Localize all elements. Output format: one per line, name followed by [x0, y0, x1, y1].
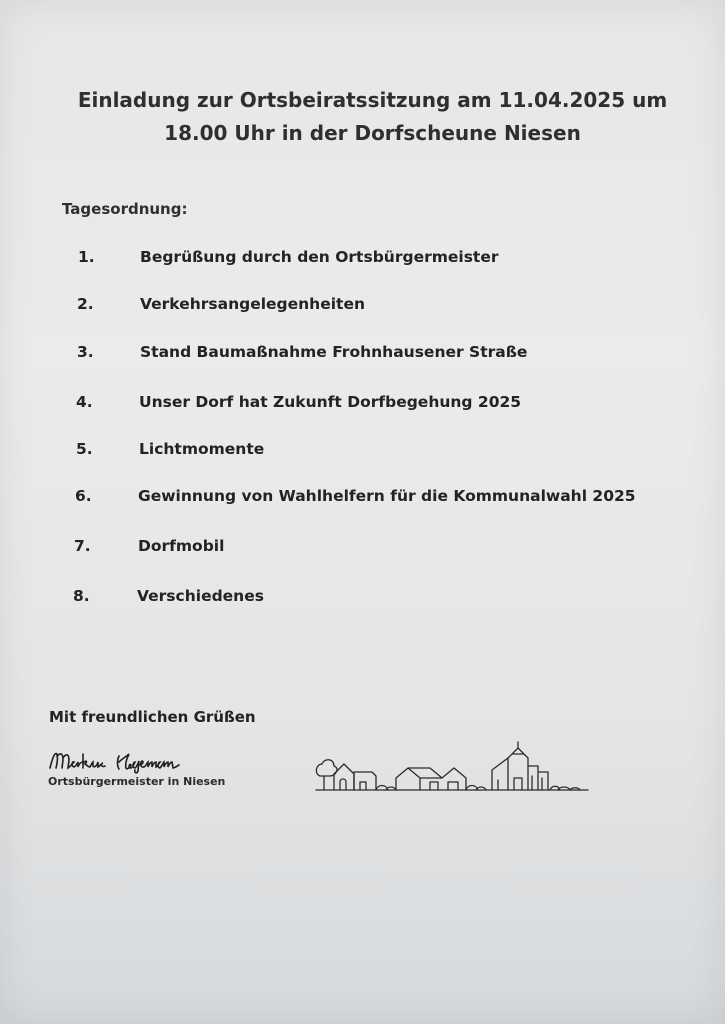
invitation-title [40, 84, 705, 150]
agenda-item [0, 440, 725, 464]
agenda-item-text: Verschiedenes [137, 587, 264, 605]
agenda-item-text: Gewinnung von Wahlhelfern für die Kommunalwahl 2025 [138, 487, 636, 505]
agenda-item [0, 248, 725, 272]
agenda-item-text: Lichtmomente [139, 440, 265, 458]
agenda-item-number: 3. [77, 343, 94, 361]
closing-greeting: Mit freundlichen Grüßen [49, 708, 256, 726]
agenda-item-number: 4. [76, 393, 93, 411]
handwritten-signature [47, 744, 237, 774]
agenda-item-number: 2. [77, 295, 94, 313]
agenda-item-text: Verkehrsangelegenheiten [140, 295, 365, 313]
agenda-item [0, 295, 725, 319]
title-line-1: Einladung zur Ortsbeiratssitzung am 11.04.2025 um [77, 88, 668, 112]
agenda-item [0, 393, 725, 417]
agenda-item [0, 537, 725, 561]
agenda-item-number: 1. [78, 248, 95, 266]
village-skyline-icon [312, 738, 592, 800]
agenda-heading: Tagesordnung: [62, 200, 188, 218]
agenda-item-number: 5. [76, 440, 93, 458]
agenda-item-text: Stand Baumaßnahme Frohnhausener Straße [140, 343, 528, 361]
agenda-item-text: Dorfmobil [138, 537, 225, 555]
agenda-item-number: 7. [74, 537, 91, 555]
signer-role: Ortsbürgermeister in Niesen [48, 775, 226, 788]
agenda-item-text: Unser Dorf hat Zukunft Dorfbegehung 2025 [139, 393, 522, 411]
agenda-item-number: 8. [73, 587, 90, 605]
agenda-item-number: 6. [75, 487, 92, 505]
agenda-item [0, 487, 725, 511]
agenda-item-text: Begrüßung durch den Ortsbürgermeister [140, 248, 499, 266]
agenda-item [0, 587, 725, 611]
title-line-2: 18.00 Uhr in der Dorfscheune Niesen [164, 121, 581, 145]
agenda-item [0, 343, 725, 367]
